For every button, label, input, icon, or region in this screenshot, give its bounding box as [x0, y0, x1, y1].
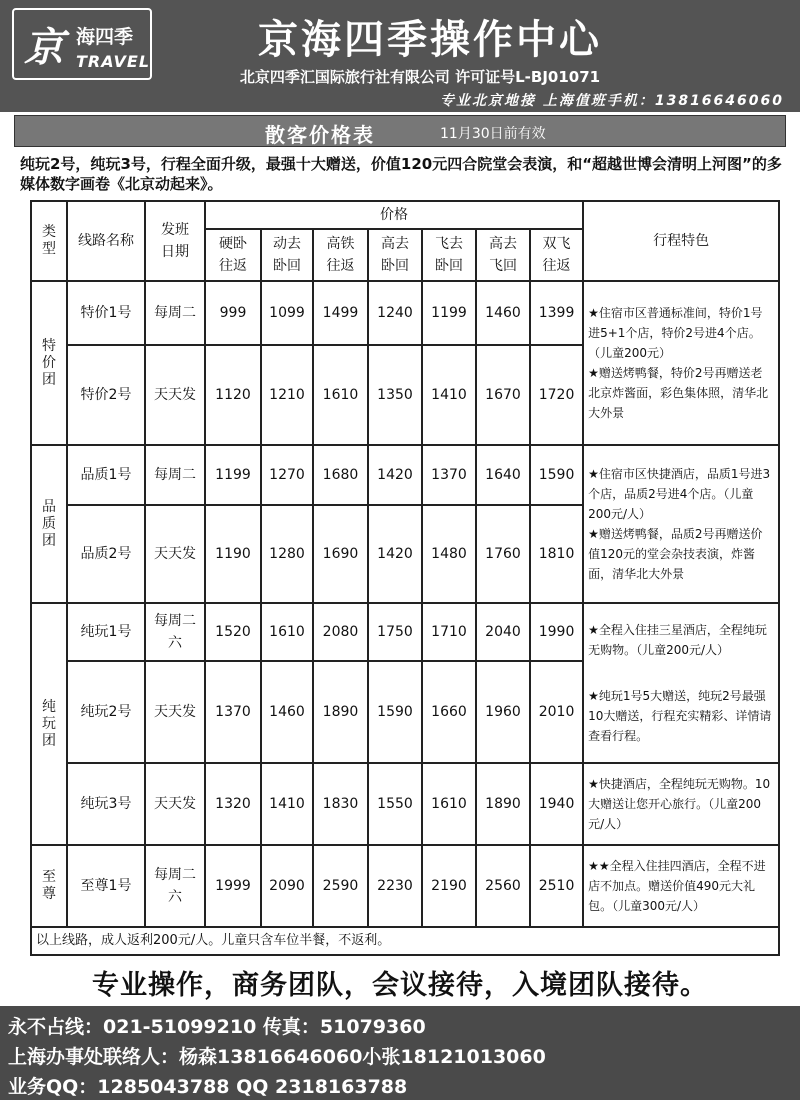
- brand-logo: [12, 8, 152, 80]
- table-note: 以上线路，成人返利200元/人。儿童只含车位半餐，不返利。: [31, 927, 779, 955]
- departure-date: 天天发: [145, 763, 205, 845]
- price-cell: 2090: [261, 845, 313, 927]
- feature-spacer: [588, 660, 774, 686]
- departure-date: 天天发: [145, 345, 205, 445]
- price-cell: 1270: [261, 445, 313, 505]
- logo-english-name: TRAVEL: [76, 52, 151, 71]
- features-cell: [583, 281, 779, 445]
- price-cell: 1199: [422, 281, 476, 345]
- route-name: 至尊1号: [67, 845, 145, 927]
- group-type-cell: 纯玩团: [31, 603, 67, 845]
- contact-shanghai-office: 上海办事处联络人：杨森13816646060小张18121013060: [8, 1046, 546, 1068]
- header-price-col: 高去 卧回: [368, 229, 422, 281]
- header-date: 发班 日期: [145, 201, 205, 281]
- header-features: 行程特色: [583, 201, 779, 281]
- feature-text: ★住宿市区快捷酒店，品质1号进3个店，品质2号进4个店。（儿童200元/人）: [588, 467, 771, 521]
- feature-text: ★赠送烤鸭餐，特价2号再赠送老北京炸酱面，彩色集体照，清华北大外景: [588, 366, 769, 420]
- logo-chinese-name: 海四季: [76, 26, 134, 48]
- price-cell: 1199: [205, 445, 261, 505]
- price-cell: 1410: [422, 345, 476, 445]
- price-cell: 1480: [422, 505, 476, 603]
- price-cell: 2590: [313, 845, 368, 927]
- route-name: 纯玩1号: [67, 603, 145, 661]
- route-name: 纯玩2号: [67, 661, 145, 763]
- price-cell: 1520: [205, 603, 261, 661]
- group-type-cell: 至尊: [31, 845, 67, 927]
- header-price-col: 硬卧 往返: [205, 229, 261, 281]
- price-cell: 1660: [422, 661, 476, 763]
- table-row: [31, 603, 779, 661]
- price-cell: 1890: [313, 661, 368, 763]
- logo-glyph: 京: [24, 24, 64, 71]
- price-cell: 1999: [205, 845, 261, 927]
- price-cell: 1420: [368, 445, 422, 505]
- price-cell: 1940: [530, 763, 583, 845]
- departure-date: 每周二六: [145, 603, 205, 661]
- price-cell: 1590: [530, 445, 583, 505]
- price-cell: 1720: [530, 345, 583, 445]
- price-cell: 1499: [313, 281, 368, 345]
- price-cell: 2560: [476, 845, 530, 927]
- price-table: [30, 200, 780, 956]
- route-name: 特价1号: [67, 281, 145, 345]
- price-cell: 999: [205, 281, 261, 345]
- feature-text: ★纯玩1号5大赠送，纯玩2号最强10大赠送，行程充实精彩、详情请查看行程。: [588, 689, 772, 743]
- feature-text: ★★全程入住挂四酒店，全程不进店不加点。赠送价值490元大礼包。（儿童300元/人）: [588, 859, 766, 913]
- note-row: [31, 927, 779, 955]
- intro-text: 纯玩2号，纯玩3号，行程全面升级，最强十大赠送，价值120元四合院堂会表演，和“超越世博会清明上河图”的多媒体数字画卷《北京动起来》。: [20, 155, 782, 193]
- feature-text: ★快捷酒店，全程纯玩无购物。10大赠送让您开心旅行。（儿童200元/人）: [588, 777, 771, 831]
- price-table-title-bar: [14, 115, 786, 147]
- price-cell: 2010: [530, 661, 583, 763]
- price-cell: 1210: [261, 345, 313, 445]
- departure-date: 每周二六: [145, 845, 205, 927]
- price-table-title: 散客价格表: [265, 123, 375, 147]
- price-cell: 1690: [313, 505, 368, 603]
- table-row: [31, 763, 779, 845]
- features-cell: [583, 845, 779, 927]
- table-row: [31, 845, 779, 927]
- price-cell: 1370: [205, 661, 261, 763]
- contact-phone-fax: 永不占线：021-51099210 传真：51079360: [8, 1016, 426, 1038]
- table-row: [31, 445, 779, 505]
- price-cell: 1670: [476, 345, 530, 445]
- price-cell: 1750: [368, 603, 422, 661]
- route-name: 纯玩3号: [67, 763, 145, 845]
- price-cell: 1190: [205, 505, 261, 603]
- price-cell: 1710: [422, 603, 476, 661]
- route-name: 品质1号: [67, 445, 145, 505]
- company-license: 北京四季汇国际旅行社有限公司 许可证号L-BJ01071: [239, 68, 601, 86]
- price-cell: 1640: [476, 445, 530, 505]
- departure-date: 每周二: [145, 281, 205, 345]
- header-price-col: 高去 飞回: [476, 229, 530, 281]
- price-cell: 2040: [476, 603, 530, 661]
- price-cell: 1460: [476, 281, 530, 345]
- header-row: [31, 201, 779, 229]
- price-cell: 2230: [368, 845, 422, 927]
- header-type: 类型: [31, 201, 67, 281]
- price-cell: 1810: [530, 505, 583, 603]
- contact-qq: 业务QQ：1285043788 QQ 2318163788: [8, 1076, 408, 1098]
- price-table-container: [30, 200, 778, 956]
- contact-footer: [0, 1006, 800, 1100]
- price-cell: 1350: [368, 345, 422, 445]
- header-price: 价格: [205, 201, 583, 229]
- group-type-cell: 品质团: [31, 445, 67, 603]
- feature-text: ★赠送烤鸭餐，品质2号再赠送价值120元的堂会杂技表演，炸酱面，清华北大外景: [588, 527, 763, 581]
- price-cell: 1420: [368, 505, 422, 603]
- price-cell: 1320: [205, 763, 261, 845]
- price-cell: 1680: [313, 445, 368, 505]
- page-title: 京海四季操作中心: [258, 17, 602, 63]
- route-name: 特价2号: [67, 345, 145, 445]
- features-cell: [583, 603, 779, 763]
- price-cell: 1410: [261, 763, 313, 845]
- price-cell: 1830: [313, 763, 368, 845]
- price-cell: 2080: [313, 603, 368, 661]
- price-cell: 1370: [422, 445, 476, 505]
- header-price-col: 双飞 往返: [530, 229, 583, 281]
- header-price-col: 飞去 卧回: [422, 229, 476, 281]
- price-cell: 1280: [261, 505, 313, 603]
- feature-text: ★全程入住挂三星酒店，全程纯玩无购物。（儿童200元/人）: [588, 623, 767, 657]
- price-cell: 1590: [368, 661, 422, 763]
- price-cell: 1460: [261, 661, 313, 763]
- header-price-col: 高铁 往返: [313, 229, 368, 281]
- departure-date: 天天发: [145, 505, 205, 603]
- table-row: [31, 281, 779, 345]
- hotline-text: 专业北京地接 上海值班手机：13816646060: [439, 93, 784, 109]
- price-cell: 1610: [422, 763, 476, 845]
- header-price-col: 动去 卧回: [261, 229, 313, 281]
- price-cell: 2190: [422, 845, 476, 927]
- feature-text: ★住宿市区普通标准间，特价1号进5+1个店，特价2号进4个店。（儿童200元）: [588, 306, 763, 360]
- price-cell: 1550: [368, 763, 422, 845]
- price-cell: 1099: [261, 281, 313, 345]
- slogan: 专业操作，商务团队，会议接待，入境团队接待。: [92, 970, 708, 1001]
- header-route: 线路名称: [67, 201, 145, 281]
- price-cell: 2510: [530, 845, 583, 927]
- price-cell: 1610: [261, 603, 313, 661]
- price-cell: 1960: [476, 661, 530, 763]
- price-cell: 1399: [530, 281, 583, 345]
- departure-date: 天天发: [145, 661, 205, 763]
- price-cell: 1990: [530, 603, 583, 661]
- price-cell: 1120: [205, 345, 261, 445]
- price-cell: 1760: [476, 505, 530, 603]
- group-type-cell: 特价团: [31, 281, 67, 445]
- route-name: 品质2号: [67, 505, 145, 603]
- features-cell: [583, 445, 779, 603]
- price-cell: 1240: [368, 281, 422, 345]
- header-banner: [0, 0, 800, 112]
- price-cell: 1890: [476, 763, 530, 845]
- price-cell: 1610: [313, 345, 368, 445]
- validity-date: 11月30日前有效: [440, 126, 546, 142]
- features-cell: [583, 763, 779, 845]
- departure-date: 每周二: [145, 445, 205, 505]
